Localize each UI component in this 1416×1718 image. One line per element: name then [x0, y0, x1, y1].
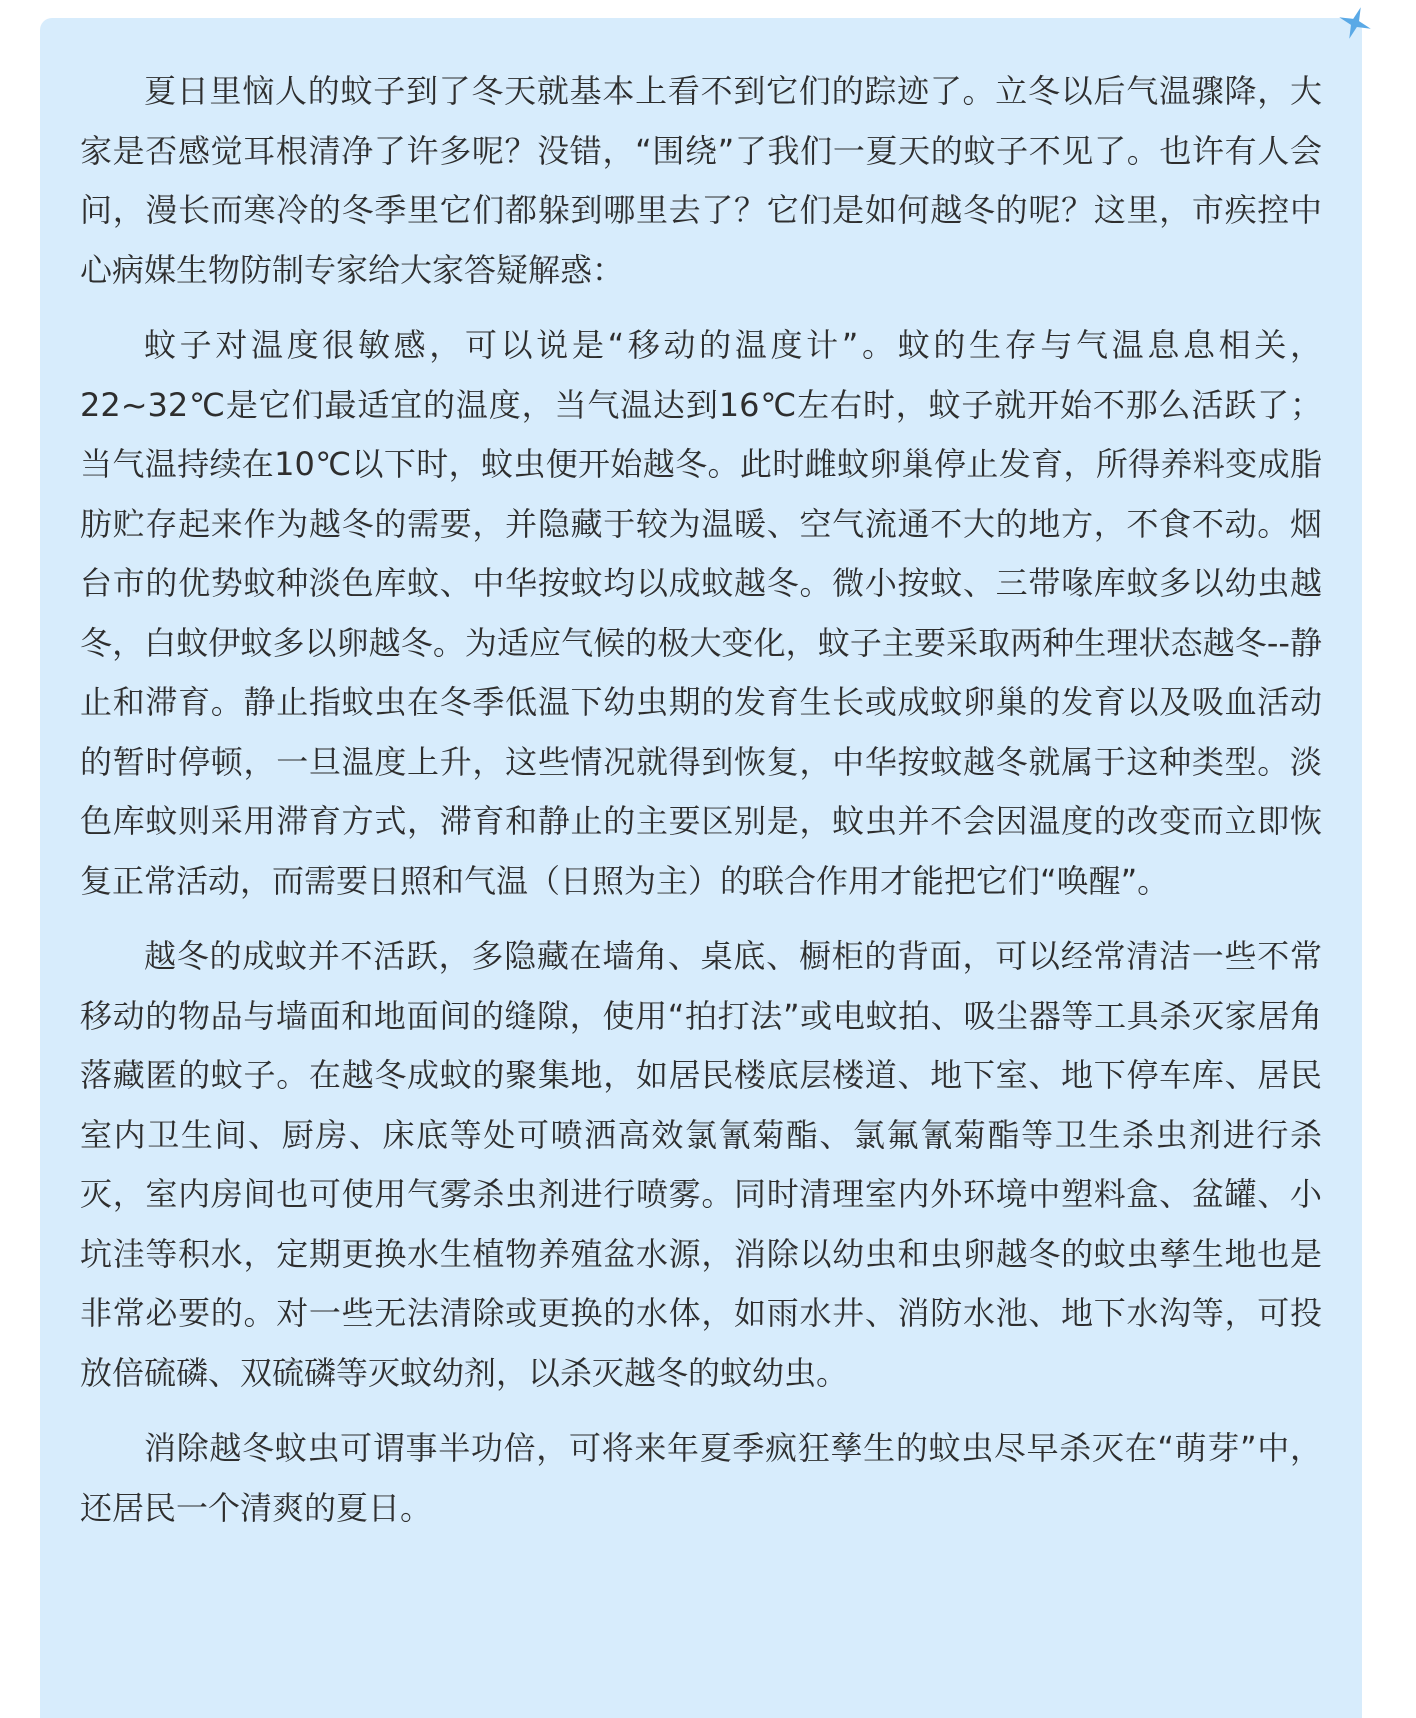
article-paragraph-1: 夏日里恼人的蚊子到了冬天就基本上看不到它们的踪迹了。立冬以后气温骤降，大家是否感觉耳根清净了许多呢？没错，“围绕”了我们一夏天的蚊子不见了。也许有人会问，漫长而寒冷的冬季里它们都躲到哪里去了？它们是如何越冬的呢？这里，市疾控中心病媒生物防制专家给大家答疑解惑： — [80, 72, 1322, 289]
article-card — [40, 18, 1362, 1718]
sparkle-star-icon — [1334, 2, 1376, 44]
article-paragraph-3: 越冬的成蚊并不活跃，多隐藏在墙角、桌底、橱柜的背面，可以经常清洁一些不常移动的物品与墙面和地面间的缝隙，使用“拍打法”或电蚊拍、吸尘器等工具杀灭家居角落藏匿的蚊子。在越冬成蚊的聚集地，如居民楼底层楼道、地下室、地下停车库、居民室内卫生间、厨房、床底等处可喷洒高效氯氰菊酯、氯氟氰菊酯等卫生杀虫剂进行杀灭，室内房间也可使用气雾杀虫剂进行喷雾。同时清理室内外环境中塑料盒、盆罐、小坑洼等积水，定期更换水生植物养殖盆水源，消除以幼虫和虫卵越冬的蚊虫孳生地也是非常必要的。对一些无法清除或更换的水体，如雨水井、消防水池、地下水沟等，可投放倍硫磷、双硫磷等灭蚊幼剂，以杀灭越冬的蚊幼虫。 — [80, 937, 1322, 1392]
article-paragraph-2: 蚊子对温度很敏感，可以说是“移动的温度计”。蚊的生存与气温息息相关，22~32℃是它们最适宜的温度，当气温达到16℃左右时，蚊子就开始不那么活跃了；当气温持续在10℃以下时，蚊虫便开始越冬。此时雌蚊卵巢停止发育，所得养料变成脂肪贮存起来作为越冬的需要，并隐藏于较为温暖、空气流通不大的地方，不食不动。烟台市的优势蚊种淡色库蚊、中华按蚊均以成蚊越冬。微小按蚊、三带喙库蚊多以幼虫越冬，白蚊伊蚊多以卵越冬。为适应气候的极大变化，蚊子主要采取两种生理状态越冬--静止和滞育。静止指蚊虫在冬季低温下幼虫期的发育生长或成蚊卵巢的发育以及吸血活动的暂时停顿，一旦温度上升，这些情况就得到恢复，中华按蚊越冬就属于这种类型。淡色库蚊则采用滞育方式，滞育和静止的主要区别是，蚊虫并不会因温度的改变而立即恢复正常活动，而需要日照和气温（日照为主）的联合作用才能把它们“唤醒”。 — [80, 326, 1322, 900]
article-paragraph-4: 消除越冬蚊虫可谓事半功倍，可将来年夏季疯狂孳生的蚊虫尽早杀灭在“萌芽”中，还居民一个清爽的夏日。 — [80, 1429, 1322, 1527]
